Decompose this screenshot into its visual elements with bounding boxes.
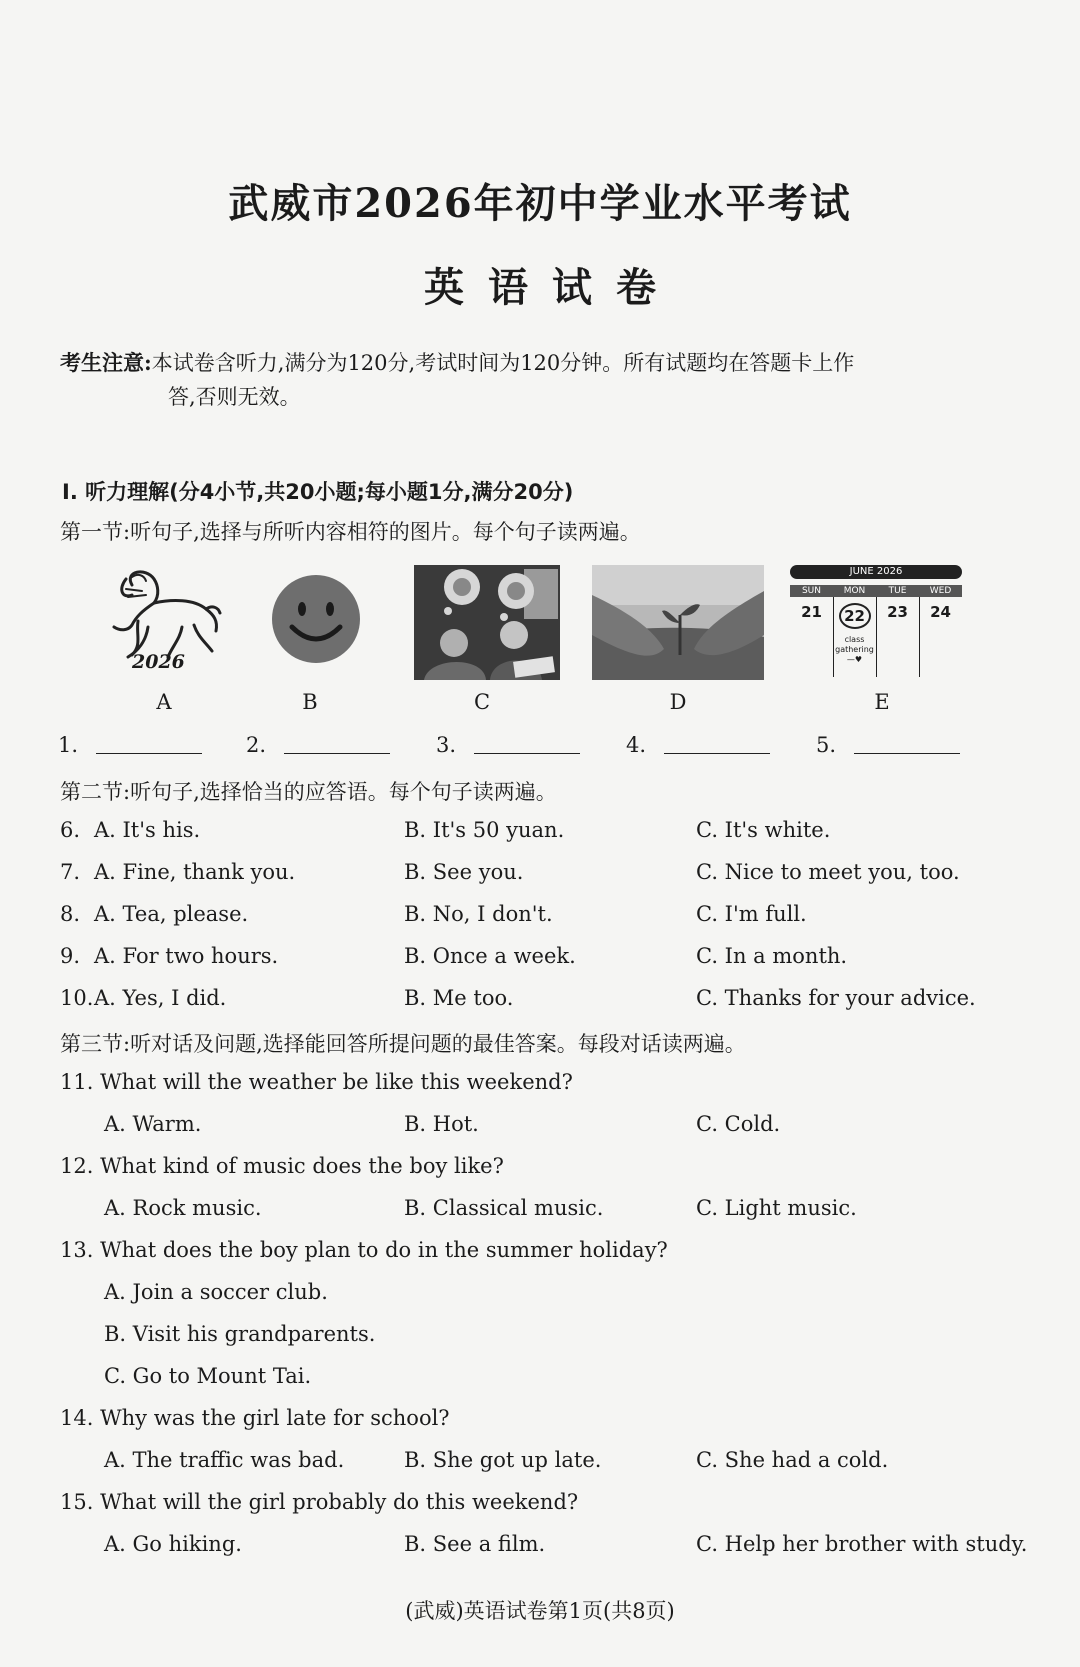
blank-2[interactable]: 2.: [246, 733, 390, 757]
exam-notice: [60, 346, 1020, 414]
q7-option-c[interactable]: C. Nice to meet you, too.: [696, 860, 960, 884]
q9-number: 9.: [60, 944, 81, 968]
weekday-sun: SUN: [801, 586, 822, 596]
exam-subtitle: 英语试卷: [424, 264, 680, 311]
q13-option-c[interactable]: C. Go to Mount Tai.: [104, 1364, 312, 1388]
q12-stem: 12. What kind of music does the boy like?: [60, 1154, 504, 1178]
q14-option-c[interactable]: C. She had a cold.: [696, 1448, 889, 1472]
calendar-month: JUNE 2026: [790, 565, 962, 579]
q15-option-b[interactable]: B. See a film.: [404, 1532, 546, 1556]
picture-e-calendar: [790, 565, 962, 680]
q6-option-a[interactable]: A. It's his.: [94, 818, 201, 842]
picture-d-planting: [592, 565, 764, 680]
q10-option-b[interactable]: B. Me too.: [404, 986, 514, 1010]
q7-number: 7.: [60, 860, 81, 884]
picture-a-label: A: [156, 690, 172, 714]
q14-stem: 14. Why was the girl late for school?: [60, 1406, 450, 1430]
date-22-circled: 22: [839, 603, 871, 629]
q13-option-a[interactable]: A. Join a soccer club.: [104, 1280, 328, 1304]
note-class: class: [844, 635, 865, 644]
q9-option-a[interactable]: A. For two hours.: [94, 944, 279, 968]
picture-a-horse: [102, 565, 222, 680]
page-footer: (武威)英语试卷第1页(共8页): [405, 1599, 675, 1623]
part1-instruction: 第一节:听句子,选择与所听内容相符的图片。每个句子读两遍。: [60, 520, 641, 544]
calendar-dates-row: [790, 603, 962, 629]
blank-3[interactable]: 3.: [436, 733, 580, 757]
part3-instruction: 第三节:听对话及问题,选择能回答所提问题的最佳答案。每段对话读两遍。: [60, 1032, 746, 1056]
q13-option-b[interactable]: B. Visit his grandparents.: [104, 1322, 376, 1346]
q11-option-c[interactable]: C. Cold.: [696, 1112, 781, 1136]
heart-icon: —♥: [846, 655, 863, 664]
q11-option-a[interactable]: A. Warm.: [104, 1112, 202, 1136]
q8-option-c[interactable]: C. I'm full.: [696, 902, 807, 926]
q9-option-c[interactable]: C. In a month.: [696, 944, 848, 968]
planting-tree-icon: [592, 565, 764, 680]
q13-stem: 13. What does the boy plan to do in the summer holiday?: [60, 1238, 668, 1262]
q8-number: 8.: [60, 902, 81, 926]
date-21: 21: [801, 603, 822, 621]
q12-option-a[interactable]: A. Rock music.: [104, 1196, 262, 1220]
q11-stem: 11. What will the weather be like this weekend?: [60, 1070, 573, 1094]
q11-option-b[interactable]: B. Hot.: [404, 1112, 479, 1136]
kids-dreaming-icon: [414, 565, 560, 680]
q12-option-b[interactable]: B. Classical music.: [404, 1196, 604, 1220]
q15-option-a[interactable]: A. Go hiking.: [104, 1532, 242, 1556]
blank-1[interactable]: 1.: [58, 733, 202, 757]
weekday-tue: TUE: [888, 586, 907, 596]
q6-option-c[interactable]: C. It's white.: [696, 818, 831, 842]
smiley-face-icon: [268, 571, 364, 667]
part2-instruction: 第二节:听句子,选择恰当的应答语。每个句子读两遍。: [60, 780, 557, 804]
notice-line1: 本试卷含听力,满分为120分,考试时间为120分钟。所有试题均在答题卡上作: [151, 351, 855, 375]
picture-d-label: D: [669, 690, 687, 714]
blank-4[interactable]: 4.: [626, 733, 770, 757]
date-24: 24: [930, 603, 951, 621]
q8-option-a[interactable]: A. Tea, please.: [94, 902, 249, 926]
picture-a-year: 2026: [132, 651, 185, 673]
q10-option-a[interactable]: A. Yes, I did.: [94, 986, 227, 1010]
blank-5[interactable]: 5.: [816, 733, 960, 757]
q15-stem: 15. What will the girl probably do this weekend?: [60, 1490, 579, 1514]
calendar-note: [833, 635, 876, 665]
q7-option-b[interactable]: B. See you.: [404, 860, 524, 884]
q10-number: 10.: [60, 986, 94, 1010]
q14-option-a[interactable]: A. The traffic was bad.: [104, 1448, 345, 1472]
notice-line2: 答,否则无效。: [168, 385, 301, 409]
notice-label: 考生注意:: [60, 350, 152, 375]
picture-c-label: C: [473, 690, 491, 714]
section-heading: Ⅰ. 听力理解(分4小节,共20小题;每小题1分,满分20分): [62, 480, 574, 504]
weekday-wed: WED: [929, 586, 952, 596]
q14-option-b[interactable]: B. She got up late.: [404, 1448, 602, 1472]
weekday-mon: MON: [843, 586, 866, 596]
exam-title: 武威市2026年初中学业水平考试: [228, 180, 852, 227]
q8-option-b[interactable]: B. No, I don't.: [404, 902, 553, 926]
picture-b-smiley: [268, 565, 364, 680]
q7-option-a[interactable]: A. Fine, thank you.: [94, 860, 296, 884]
date-23: 23: [887, 603, 908, 621]
picture-c-dreaming-kids: [414, 565, 560, 680]
picture-b-label: B: [302, 690, 318, 714]
note-gathering: gathering: [835, 645, 874, 654]
q6-number: 6.: [60, 818, 81, 842]
calendar-weekday-row: [790, 585, 962, 597]
picture-e-label: E: [874, 690, 890, 714]
q6-option-b[interactable]: B. It's 50 yuan.: [404, 818, 565, 842]
q9-option-b[interactable]: B. Once a week.: [404, 944, 576, 968]
q12-option-c[interactable]: C. Light music.: [696, 1196, 857, 1220]
q15-option-c[interactable]: C. Help her brother with study.: [696, 1532, 1028, 1556]
q10-option-c[interactable]: C. Thanks for your advice.: [696, 986, 976, 1010]
